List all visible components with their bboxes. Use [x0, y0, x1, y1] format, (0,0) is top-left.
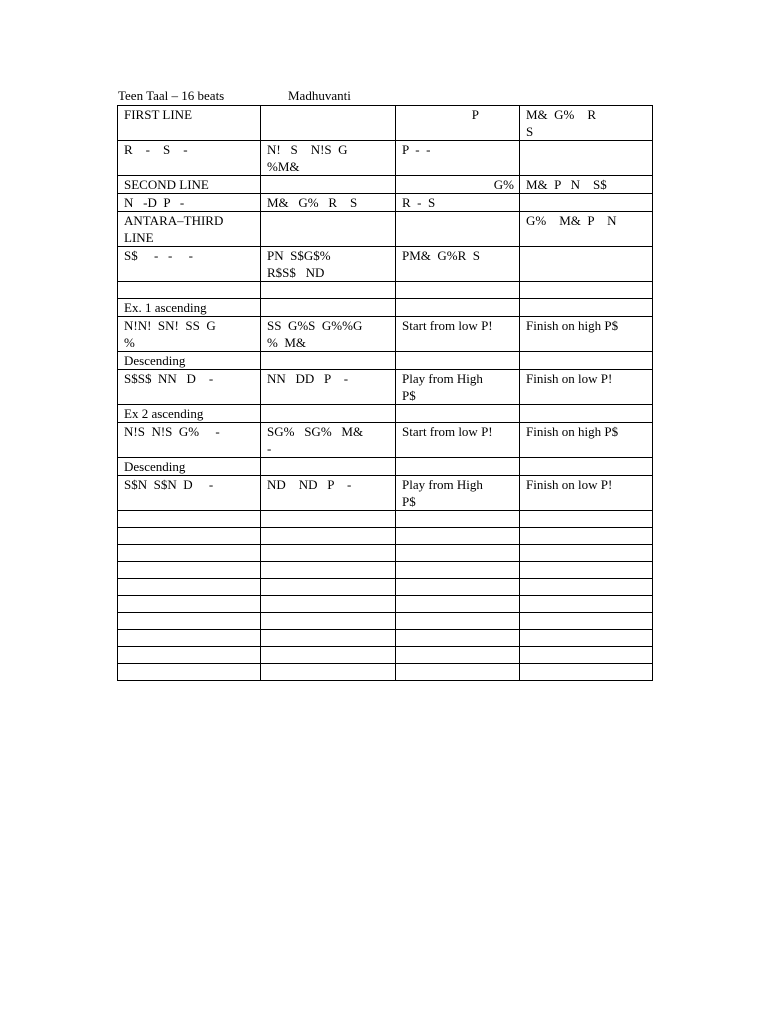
- document-heading: [118, 88, 351, 104]
- table-row: [118, 247, 653, 282]
- table-cell: SS G%S G%%G % M&: [261, 317, 396, 352]
- table-cell: [520, 528, 653, 545]
- table-row: [118, 545, 653, 562]
- table-cell: [118, 613, 261, 630]
- table-cell: Finish on low P!: [520, 370, 653, 405]
- table-row: [118, 613, 653, 630]
- table-row: [118, 458, 653, 476]
- table-cell: [118, 562, 261, 579]
- table-cell: [261, 299, 396, 317]
- table-cell: [520, 282, 653, 299]
- table-cell: [118, 282, 261, 299]
- table-cell: [261, 282, 396, 299]
- table-cell: [396, 545, 520, 562]
- table-cell: P - -: [396, 141, 520, 176]
- table-cell: PM& G%R S: [396, 247, 520, 282]
- table-cell: [261, 545, 396, 562]
- table-cell: [261, 458, 396, 476]
- table-cell: [520, 299, 653, 317]
- table-row: [118, 647, 653, 664]
- table-cell: Play from High P$: [396, 370, 520, 405]
- table-cell: [396, 528, 520, 545]
- table-cell: G% M& P N: [520, 212, 653, 247]
- table-cell: [396, 511, 520, 528]
- table-cell: PN S$G$% R$S$ ND: [261, 247, 396, 282]
- table-cell: [396, 562, 520, 579]
- table-cell: [520, 664, 653, 681]
- table-cell: SG% SG% M& -: [261, 423, 396, 458]
- table-cell: N!N! SN! SS G %: [118, 317, 261, 352]
- table-row: [118, 511, 653, 528]
- table-cell: [396, 630, 520, 647]
- table-cell: [396, 647, 520, 664]
- table-row: [118, 579, 653, 596]
- table-row: [118, 317, 653, 352]
- table-cell: [396, 299, 520, 317]
- table-cell: [520, 141, 653, 176]
- table-cell: N!S N!S G% -: [118, 423, 261, 458]
- table-cell: [520, 352, 653, 370]
- table-cell: [520, 458, 653, 476]
- table-cell: Descending: [118, 352, 261, 370]
- table-cell: [396, 664, 520, 681]
- table-cell: SECOND LINE: [118, 176, 261, 194]
- table-cell: [520, 562, 653, 579]
- table-cell: [261, 579, 396, 596]
- table-cell: [118, 630, 261, 647]
- table-cell: [396, 613, 520, 630]
- table-row: [118, 370, 653, 405]
- notation-table: [117, 105, 653, 681]
- table-cell: [261, 106, 396, 141]
- table-cell: [396, 352, 520, 370]
- table-cell: [118, 579, 261, 596]
- taal-title: Teen Taal – 16 beats: [118, 88, 225, 103]
- table-cell: Finish on high P$: [520, 317, 653, 352]
- table-row: [118, 282, 653, 299]
- table-cell: [520, 630, 653, 647]
- table-cell: [118, 528, 261, 545]
- table-row: [118, 141, 653, 176]
- table-cell: G%: [396, 176, 520, 194]
- table-cell: [261, 352, 396, 370]
- table-cell: [118, 511, 261, 528]
- table-row: [118, 405, 653, 423]
- table-row: [118, 476, 653, 511]
- table-cell: [396, 458, 520, 476]
- table-cell: N -D P -: [118, 194, 261, 212]
- table-cell: [520, 511, 653, 528]
- table-cell: ND ND P -: [261, 476, 396, 511]
- table-row: [118, 528, 653, 545]
- table-row: [118, 106, 653, 141]
- table-row: [118, 352, 653, 370]
- table-cell: [261, 405, 396, 423]
- table-cell: [261, 647, 396, 664]
- table-cell: [396, 596, 520, 613]
- table-cell: [396, 405, 520, 423]
- table-cell: [261, 630, 396, 647]
- table-cell: [261, 176, 396, 194]
- table-cell: [520, 596, 653, 613]
- table-cell: S$ - - -: [118, 247, 261, 282]
- table-cell: [520, 579, 653, 596]
- table-row: [118, 212, 653, 247]
- table-cell: S$S$ NN D -: [118, 370, 261, 405]
- table-cell: Start from low P!: [396, 317, 520, 352]
- table-cell: [118, 596, 261, 613]
- table-row: [118, 664, 653, 681]
- table-cell: [118, 664, 261, 681]
- table-row: [118, 176, 653, 194]
- table-cell: [118, 647, 261, 664]
- table-cell: Finish on low P!: [520, 476, 653, 511]
- table-cell: [520, 613, 653, 630]
- table-cell: R - S: [396, 194, 520, 212]
- table-cell: [520, 545, 653, 562]
- table-cell: NN DD P -: [261, 370, 396, 405]
- table-cell: Start from low P!: [396, 423, 520, 458]
- table-cell: M& P N S$: [520, 176, 653, 194]
- table-cell: Descending: [118, 458, 261, 476]
- table-cell: [520, 647, 653, 664]
- table-cell: S$N S$N D -: [118, 476, 261, 511]
- table-cell: [261, 664, 396, 681]
- table-cell: [261, 613, 396, 630]
- table-row: [118, 423, 653, 458]
- table-cell: R - S -: [118, 141, 261, 176]
- table-cell: M& G% R S: [520, 106, 653, 141]
- table-row: [118, 194, 653, 212]
- table-cell: Play from High P$: [396, 476, 520, 511]
- table-cell: [396, 579, 520, 596]
- table-cell: [261, 596, 396, 613]
- table-cell: FIRST LINE: [118, 106, 261, 141]
- table-cell: [261, 212, 396, 247]
- table-row: [118, 596, 653, 613]
- table-row: [118, 562, 653, 579]
- table-cell: [261, 511, 396, 528]
- raga-title: Madhuvanti: [288, 88, 351, 103]
- table-row: [118, 299, 653, 317]
- table-cell: [118, 545, 261, 562]
- table-cell: [520, 405, 653, 423]
- table-cell: [396, 212, 520, 247]
- table-cell: Finish on high P$: [520, 423, 653, 458]
- table-cell: [396, 282, 520, 299]
- table-cell: P: [396, 106, 520, 141]
- table-cell: M& G% R S: [261, 194, 396, 212]
- table-cell: [520, 247, 653, 282]
- table-cell: [520, 194, 653, 212]
- table-cell: Ex 2 ascending: [118, 405, 261, 423]
- table-cell: [261, 528, 396, 545]
- table-cell: [261, 562, 396, 579]
- table-cell: N! S N!S G %M&: [261, 141, 396, 176]
- table-cell: ANTARA–THIRD LINE: [118, 212, 261, 247]
- table-row: [118, 630, 653, 647]
- table-cell: Ex. 1 ascending: [118, 299, 261, 317]
